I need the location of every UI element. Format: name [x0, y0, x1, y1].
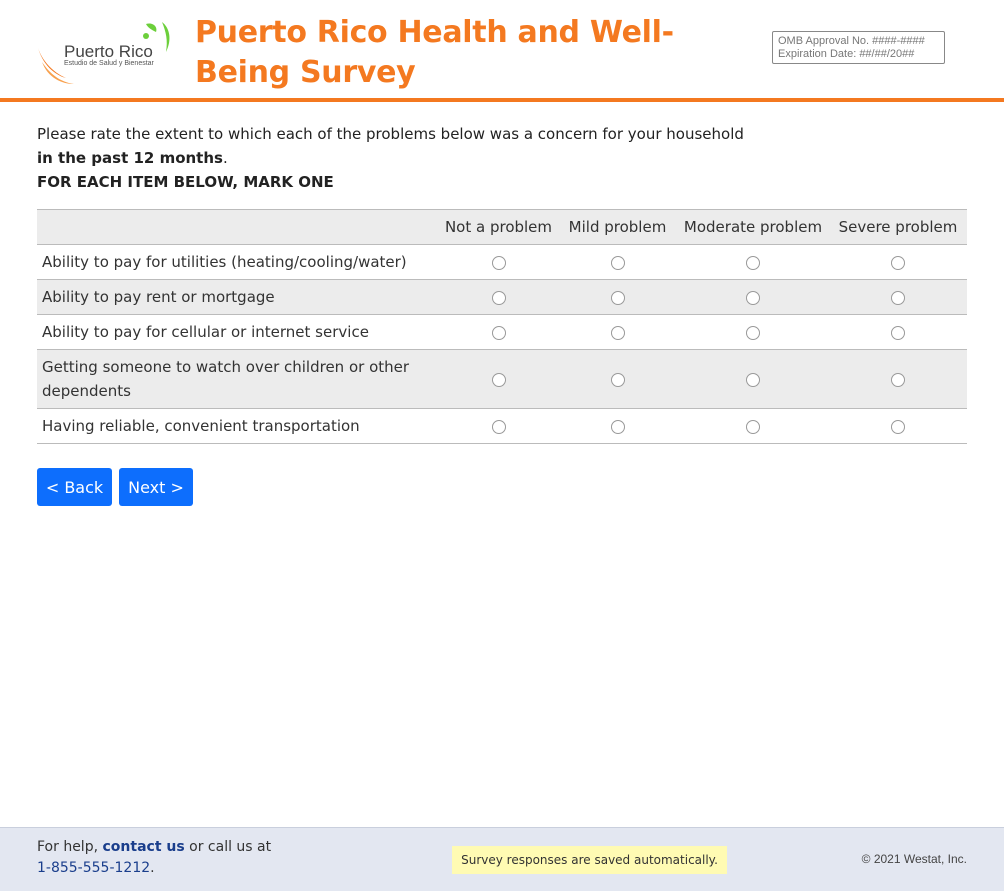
rating-grid [37, 209, 967, 444]
radio-cell [677, 280, 829, 315]
help-text [37, 837, 297, 879]
logo-name: Puerto Rico [64, 42, 153, 61]
help-prefix: For help, [37, 839, 103, 855]
phone-suffix: . [150, 860, 155, 876]
row-label: Having reliable, convenient transportation [37, 409, 439, 444]
radio-mild-problem[interactable] [611, 291, 625, 305]
radio-severe-problem[interactable] [891, 291, 905, 305]
help-middle: or call us at [184, 839, 272, 855]
radio-moderate-problem[interactable] [746, 373, 760, 387]
radio-mild-problem[interactable] [611, 420, 625, 434]
radio-severe-problem[interactable] [891, 373, 905, 387]
question-timeframe-suffix: . [222, 149, 228, 167]
radio-mild-problem[interactable] [611, 373, 625, 387]
grid-header-blank [37, 210, 439, 245]
omb-expiration: Expiration Date: ##/##/20## [778, 48, 915, 60]
radio-moderate-problem[interactable] [746, 291, 760, 305]
column-header: Mild problem [558, 210, 677, 245]
page-title: Puerto Rico Health and Well-Being Survey [195, 15, 674, 90]
radio-cell [829, 245, 967, 280]
column-header: Severe problem [829, 210, 967, 245]
radio-cell [558, 409, 677, 444]
omb-box [772, 31, 945, 64]
grid-row [37, 350, 967, 409]
radio-cell [677, 315, 829, 350]
radio-moderate-problem[interactable] [746, 256, 760, 270]
page-footer [0, 827, 1004, 891]
radio-cell [558, 350, 677, 409]
radio-not-a-problem[interactable] [492, 291, 506, 305]
grid-row [37, 315, 967, 350]
radio-cell [439, 350, 558, 409]
radio-severe-problem[interactable] [891, 326, 905, 340]
radio-mild-problem[interactable] [611, 256, 625, 270]
omb-approval: OMB Approval No. ####-#### [778, 35, 925, 47]
row-label: Ability to pay for utilities (heating/cooling/water) [37, 245, 439, 280]
radio-cell [439, 409, 558, 444]
question-instruction: FOR EACH ITEM BELOW, MARK ONE [37, 173, 334, 191]
radio-cell [439, 315, 558, 350]
logo-subtitle: Estudio de Salud y Bienestar [64, 60, 154, 67]
radio-severe-problem[interactable] [891, 420, 905, 434]
radio-cell [829, 350, 967, 409]
radio-cell [829, 409, 967, 444]
radio-cell [829, 315, 967, 350]
copyright: © 2021 Westat, Inc. [861, 852, 967, 866]
radio-not-a-problem[interactable] [492, 373, 506, 387]
next-button[interactable]: Next > [119, 468, 193, 506]
phone-link[interactable]: 1-855-555-1212 [37, 860, 151, 876]
question-line-1: Please rate the extent to which each of the problems below was a concern for your household [37, 125, 744, 143]
radio-not-a-problem[interactable] [492, 326, 506, 340]
radio-cell [439, 245, 558, 280]
page-header [0, 0, 1004, 102]
grid-row [37, 280, 967, 315]
radio-severe-problem[interactable] [891, 256, 905, 270]
puerto-rico-logo [36, 18, 176, 88]
radio-cell [558, 280, 677, 315]
back-button[interactable]: < Back [37, 468, 112, 506]
radio-moderate-problem[interactable] [746, 420, 760, 434]
radio-not-a-problem[interactable] [492, 420, 506, 434]
contact-us-link[interactable]: contact us [102, 839, 185, 855]
question-line-2 [37, 146, 797, 170]
row-label: Ability to pay rent or mortgage [37, 280, 439, 315]
column-header: Not a problem [439, 210, 558, 245]
radio-cell [677, 409, 829, 444]
radio-cell [829, 280, 967, 315]
radio-moderate-problem[interactable] [746, 326, 760, 340]
row-label: Ability to pay for cellular or internet service [37, 315, 439, 350]
column-header: Moderate problem [677, 210, 829, 245]
radio-cell [558, 245, 677, 280]
radio-cell [677, 245, 829, 280]
grid-row [37, 245, 967, 280]
radio-not-a-problem[interactable] [492, 256, 506, 270]
radio-cell [677, 350, 829, 409]
radio-cell [558, 315, 677, 350]
autosave-notice: Survey responses are saved automatically. [452, 846, 727, 874]
radio-cell [439, 280, 558, 315]
grid-row [37, 409, 967, 444]
radio-mild-problem[interactable] [611, 326, 625, 340]
row-label: Getting someone to watch over children or other dependents [37, 350, 439, 409]
question-timeframe: in the past 12 months [37, 149, 223, 167]
question-text [37, 122, 797, 194]
grid-header-row [37, 210, 967, 245]
